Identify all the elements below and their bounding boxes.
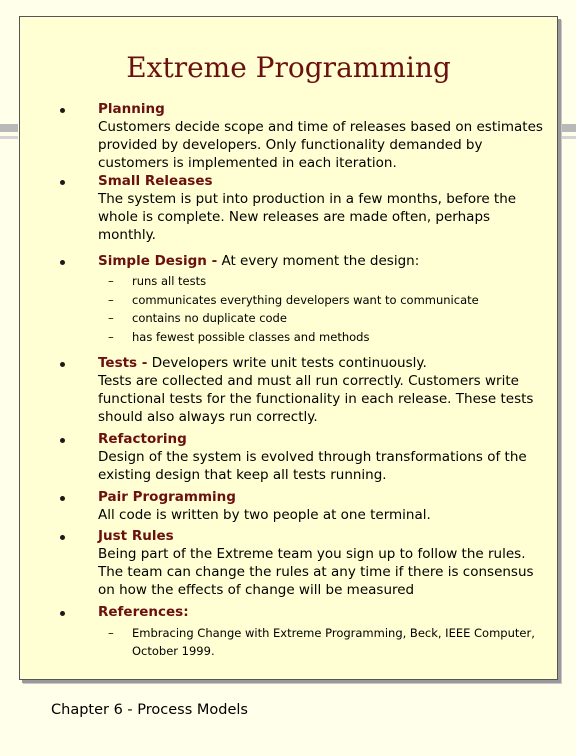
slide-footer: Chapter 6 - Process Models	[51, 702, 248, 718]
bullet-item-small-releases	[98, 172, 552, 244]
planning-heading: Planning	[98, 101, 165, 117]
just-rules-text-line: on how the effects of change will be measured	[98, 582, 415, 598]
planning-text-line: Customers decide scope and time of releases based on estimates	[98, 119, 543, 135]
just-rules-text-line: The team can change the rules at any time if there is consensus	[98, 564, 534, 580]
tests-text-line: functional tests for the functionality in each release. These tests	[98, 391, 534, 407]
sub-item	[108, 291, 552, 310]
refactoring-heading: Refactoring	[98, 431, 187, 447]
small-releases-text-line: whole is complete. New releases are made often, perhaps	[98, 209, 491, 225]
tests-heading: Tests -	[98, 355, 148, 371]
bullet-dot-icon	[60, 611, 65, 616]
sub-item	[108, 328, 552, 347]
dash-icon: –	[108, 274, 114, 288]
bullet-dot-icon	[60, 362, 65, 367]
bullet-item-planning	[98, 100, 552, 172]
bullet-item-simple-design	[98, 252, 552, 346]
sub-item-text: contains no duplicate code	[132, 311, 287, 325]
small-releases-text-line: The system is put into production in a few months, before the	[98, 191, 517, 207]
left-edge-bar	[0, 124, 18, 132]
sub-item	[108, 272, 552, 291]
bullet-dot-icon	[60, 438, 65, 443]
simple-design-heading: Simple Design -	[98, 253, 218, 269]
slide-title: Extreme Programming	[126, 51, 451, 84]
references-sublist	[108, 624, 552, 660]
bullet-item-just-rules	[98, 527, 552, 599]
references-heading: References:	[98, 604, 189, 620]
sub-item-text: runs all tests	[132, 274, 207, 288]
reference-text-line: Embracing Change with Extreme Programming, Beck, IEEE Computer,	[132, 626, 535, 640]
slide-frame	[19, 16, 558, 680]
simple-design-line	[98, 252, 552, 270]
bullet-dot-icon	[60, 180, 65, 185]
dash-icon: –	[108, 292, 114, 307]
pair-programming-text-line: All code is written by two people at one terminal.	[98, 507, 431, 523]
planning-text-line: provided by developers. Only functionality demanded by	[98, 137, 483, 153]
just-rules-text-line: Being part of the Extreme team you sign up to follow the rules.	[98, 546, 526, 562]
reference-text-line: October 1999.	[132, 644, 215, 658]
right-edge-bar	[560, 124, 576, 132]
tests-first-line	[98, 354, 552, 372]
bullet-dot-icon	[60, 496, 65, 501]
refactoring-text-line: existing design that keep all tests running.	[98, 467, 387, 483]
bullet-item-tests	[98, 354, 552, 426]
bullet-item-refactoring	[98, 430, 552, 484]
left-edge-bar-shadow	[0, 136, 18, 139]
small-releases-heading: Small Releases	[98, 173, 213, 189]
tests-intro: Developers write unit tests continuously.	[147, 355, 427, 371]
just-rules-heading: Just Rules	[98, 528, 174, 544]
sub-item-text: has fewest possible classes and methods	[132, 329, 370, 344]
planning-text-line: customers is implemented in each iteration.	[98, 155, 397, 171]
bullet-dot-icon	[60, 108, 65, 113]
bullet-list	[98, 100, 552, 660]
bullet-dot-icon	[60, 535, 65, 540]
dash-icon: –	[108, 626, 114, 640]
sub-item	[108, 309, 552, 328]
right-edge-bar-shadow	[560, 136, 576, 139]
refactoring-text-line: Design of the system is evolved through transformations of the	[98, 449, 527, 465]
dash-icon: –	[108, 329, 114, 344]
small-releases-text-line: monthly.	[98, 227, 156, 243]
bullet-item-pair-programming	[98, 488, 552, 524]
sub-item-text: communicates everything developers want to communicate	[132, 292, 479, 307]
simple-design-intro: At every moment the design:	[217, 253, 420, 269]
tests-text-line: should also always run correctly.	[98, 409, 318, 425]
pair-programming-heading: Pair Programming	[98, 489, 236, 505]
simple-design-sublist	[108, 272, 552, 346]
bullet-dot-icon	[60, 260, 65, 265]
bullet-item-references	[98, 603, 552, 660]
dash-icon: –	[108, 311, 114, 325]
tests-text-line: Tests are collected and must all run correctly. Customers write	[98, 373, 519, 389]
